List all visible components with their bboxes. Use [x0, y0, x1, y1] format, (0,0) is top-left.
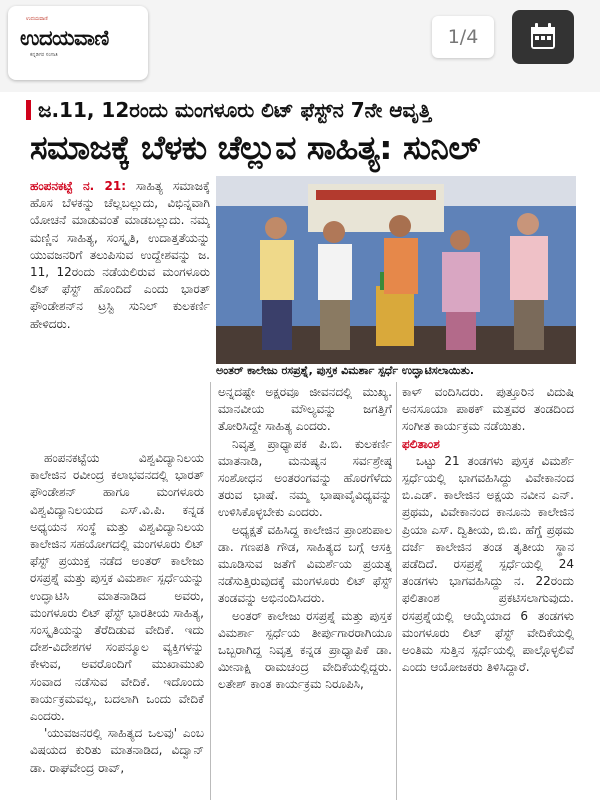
page-indicator: 1/4 — [432, 16, 494, 58]
article-paragraph: ಕಾಳ್‌ ವಂದಿಸಿದರು. ಪುತ್ತೂರಿನ ವಿದುಷಿ ಅನಸೂಯಾ ಪಾಠಕ್‌ ಮತ್ತವರ ತಂಡದಿಂದ ಸಂಗೀತ ಕಾರ್ಯಕ್ರಮ ನಡೆಯಿತು. — [402, 385, 574, 434]
article-paragraph: 'ಯುವಜನರಲ್ಲಿ ಸಾಹಿತ್ಯದ ಒಲವು' ಎಂಬ ವಿಷಯದ ಕುರಿತು ಮಾತನಾಡಿದ, ವಿದ್ವಾನ್‌ ಡಾ. ರಾಘವೇಂದ್ರ ರಾವ್‌, — [30, 726, 204, 775]
article-clipping[interactable] — [0, 92, 600, 800]
logo-wordmark: ಉದಯವಾಣಿ — [20, 26, 109, 50]
article-paragraph: ಅಧ್ಯಕ್ಷತೆ ವಹಿಸಿದ್ದ ಕಾಲೇಜಿನ ಪ್ರಾಂಶುಪಾಲ ಡಾ. ಗಣಪತಿ ಗೌಡ, ಸಾಹಿತ್ಯದ ಬಗ್ಗೆ ಆಸಕ್ತಿ ಮೂಡಿಸುವ ಜತೆಗೆ ವಿಮರ್ಶೆಯ ಪ್ರಯತ್ನ ನಡೆಸುತ್ತಿರುವುದಕ್ಕೆ ಮಂಗಳೂರು ಲಿಟ್‌ ಫೆಸ್ಟ್‌ ತಂಡವನ್ನು ಅಭಿನಂದಿಸಿದರು. — [218, 522, 392, 606]
calendar-icon — [528, 22, 558, 52]
result-subheading-wrap — [402, 436, 574, 453]
article-dateline: ಹಂಪನಕಟ್ಟೆ ನ. 21: — [30, 179, 127, 193]
column-rule — [210, 382, 211, 800]
article-paragraph: ಹಂಪನಕಟ್ಟೆಯ ವಿಶ್ವವಿದ್ಯಾನಿಲಯ ಕಾಲೇಜಿನ ರವೀಂದ್ರ ಕಲಾಭವನದಲ್ಲಿ ಭಾರತ್‌ ಫೌಂಡೇಶನ್‌ ಹಾಗೂ ಮಂಗಳೂರು ವಿಶ್ವವಿದ್ಯಾನಿಲಯದ ಎಸ್‌.ವಿ.ಪಿ. ಕನ್ನಡ ಅಧ್ಯಯನ ಸಂಸ್ಥೆ ಮತ್ತು ವಿಶ್ವವಿದ್ಯಾನಿಲಯ ಕಾಲೇಜಿನ ಸಹಯೋಗದಲ್ಲಿ ಮಂಗಳೂರು ಲಿಟ್‌ ಫೆಸ್ಟ್‌ ಪ್ರಯುಕ್ತ ನಡೆದ ಅಂತರ್‌ ಕಾಲೇಜು ರಸಪ್ರಶ್ನೆ ಮತ್ತು ಪುಸ್ತಕ ವಿಮರ್ಶಾ ಸ್ಪರ್ಧೆಯನ್ನು ಉದ್ಘಾಟಿಸಿ ಮಾತನಾಡಿದ ಅವರು, ಮಂಗಳೂರು ಲಿಟ್‌ ಫೆಸ್ಟ್‌ ಭಾರತೀಯ ಸಾಹಿತ್ಯ, ಸಂಸ್ಕೃತಿಯನ್ನು ತೆರೆದಿಡುವ ವೇದಿಕೆ. ಇದು ದೇಶ-ವಿದೇಶಗಳ ಸಂಪನ್ಮೂಲ ವ್ಯಕ್ತಿಗಳನ್ನು ಕೇಳುವ, ಅವರೊಂದಿಗೆ ಮುಖಾಮುಖಿ ಸಂವಾದ ನಡೆಸುವ ವೇದಿಕೆ. ಇದೊಂದು ಕಾರ್ಯಕ್ರಮವಲ್ಲ, ಬದಲಾಗಿ ಒಂದು ವೇದಿಕೆ ಎಂದರು. — [30, 451, 204, 724]
article-column-3 — [218, 384, 392, 800]
article-paragraph: ಅಂತರ್‌ ಕಾಲೇಜು ರಸಪ್ರಶ್ನೆ ಮತ್ತು ಪುಸ್ತಕ ವಿಮರ್ಶಾ ಸ್ಪರ್ಧೆಯ ತೀರ್ಪುಗಾರರಾಗಿಯೂ ಒಬ್ಬರಾಗಿದ್ದ ನಿವೃತ್ತ ಕನ್ನಡ ಪ್ರಾಧ್ಯಾಪಿಕೆ ಡಾ. ಮೀನಾಕ್ಷಿ ರಾಮಚಂದ್ರ ವೇದಿಕೆಯಲ್ಲಿದ್ದರು. ಲತೇಶ್‌ ಕಾಂತ ಕಾರ್ಯಕ್ರಮ ನಿರೂಪಿಸಿ, — [218, 608, 392, 692]
logo-badge: ಉದಯವಾಣಿ — [26, 16, 48, 22]
article-paragraph: ನಿವೃತ್ತ ಪ್ರಾಧ್ಯಾಪಕ ಪಿ.ಬಿ. ಕುಲಕರ್ಣಿ ಮಾತನಾಡಿ, ಮನುಷ್ಯನ ಸರ್ವಶ್ರೇಷ್ಠ ಸಂಶೋಧನ ಅಂತರಂಗವನ್ನು ಹೊರಗೆಳೆದು ತರುವ ಭಾಷೆ. ನಮ್ಮ ಭಾಷಾವೈವಿಧ್ಯವನ್ನು ಉಳಿಸಿಕೊಳ್ಳಬೇಕು ಎಂದರು. — [218, 436, 392, 520]
article-column-1 — [30, 178, 210, 450]
paragraph-text: ಸಾಹಿತ್ಯ ಸಮಾಜಕ್ಕೆ ಹೊಸ ಬೆಳಕನ್ನು ಚೆಲ್ಲಬಲ್ಲುದು, ವಿಭಿನ್ನವಾಗಿ ಯೋಚನೆ ಮಾಡುವಂತೆ ಮಾಡಬಲ್ಲುದು. ನಮ್ಮ ಮಣ್ಣಿನ ಸಾಹಿತ್ಯ, ಸಂಸ್ಕೃತಿ, ಉದಾತ್ತತೆಯನ್ನು ಯುವಜನರಿಗೆ ತಲುಪಿಸುವ ಉದ್ದೇಶವನ್ನು ಜ. 11, 12ರಂದು ನಡೆಯಲಿರುವ ಮಂಗಳೂರು ಲಿಟ್‌ ಫೆಸ್ಟ್‌ ಹೊಂದಿದೆ ಎಂದು ಭಾರತ್‌ ಫೌಂಡೇಶನ್‌ನ ಟ್ರಸ್ಟಿ ಸುನಿಲ್‌ ಕುಲಕರ್ಣಿ ಹೇಳಿದರು. — [30, 179, 210, 331]
kicker-bar — [26, 100, 31, 120]
publication-logo[interactable] — [8, 6, 148, 80]
article-column-4 — [402, 384, 574, 800]
calendar-button[interactable] — [512, 10, 574, 64]
article-paragraph: ಅನ್ನದಷ್ಟೇ ಅಕ್ಷರವೂ ಜೀವನದಲ್ಲಿ ಮುಖ್ಯ. ಮಾನವೀಯ ಮೌಲ್ಯವನ್ನು ಜಗತ್ತಿಗೆ ತೋರಿಸಿದ್ದೇ ಸಾಹಿತ್ಯ ಎಂದರು. — [218, 385, 392, 434]
photo-caption: ಅಂತರ್‌ ಕಾಲೇಜು ರಸಪ್ರಶ್ನೆ, ಪುಸ್ತಕ ವಿಮರ್ಶಾ ಸ್ಪರ್ಧೆ ಉದ್ಘಾಟಿಸಲಾಯಿತು. — [216, 364, 475, 377]
logo-tagline: ಕನ್ನಡಿಗರ ಸಂಗಾತಿ — [30, 52, 58, 58]
result-subheading: ಫಲಿತಾಂಶ — [402, 436, 440, 451]
app-top-bar — [0, 0, 600, 92]
article-paragraph — [30, 178, 210, 333]
article-kicker: ಜ.11, 12ರಂದು ಮಂಗಳೂರು ಲಿಟ್‌ ಫೆಸ್ಟ್‌ನ 7ನೇ ಆವೃತ್ತಿ — [38, 98, 432, 122]
article-photo[interactable] — [216, 176, 576, 364]
event-photo-illustration — [216, 176, 576, 364]
article-column-2 — [30, 450, 204, 800]
article-headline: ಸಮಾಜಕ್ಕೆ ಬೆಳಕು ಚೆಲ್ಲುವ ಸಾಹಿತ್ಯ: ಸುನಿಲ್‌ — [30, 128, 480, 167]
column-rule — [396, 382, 397, 800]
article-paragraph: ಒಟ್ಟು 21 ತಂಡಗಳು ಪುಸ್ತಕ ವಿಮರ್ಶೆ ಸ್ಪರ್ಧೆಯಲ್ಲಿ ಭಾಗವಹಿಸಿದ್ದು ವಿವೇಕಾನಂದ ಬಿ.ಎಡ್‌. ಕಾಲೇಜಿನ ಅಕ್ಷಯ ನವೀನ ಎನ್‌. ಪ್ರಥಮ, ವಿವೇಕಾನಂದ ಕಾನೂನು ಕಾಲೇಜಿನ ಪ್ರಿಯಾ ಎಸ್‌. ದ್ವಿತೀಯ, ಬಿ.ಬಿ. ಹೆಗ್ಡೆ ಪ್ರಥಮ ದರ್ಜೆ ಕಾಲೇಜಿನ ತಂಡ ತೃತೀಯ ಸ್ಥಾನ ಪಡೆದಿದೆ. ರಸಪ್ರಶ್ನೆ ಸ್ಪರ್ಧೆಯಲ್ಲಿ 24 ತಂಡಗಳು ಭಾಗವಹಿಸಿದ್ದು ನ. 22ರಂದು ಫಲಿತಾಂಶ ಪ್ರಕಟಿಸಲಾಗುವುದು. ರಸಪ್ರಶ್ನೆಯಲ್ಲಿ ಆಯ್ಕೆಯಾದ 6 ತಂಡಗಳು ಮಂಗಳೂರು ಲಿಟ್‌ ಫೆಸ್ಟ್‌ ವೇದಿಕೆಯಲ್ಲಿ ಅಂತಿಮ ಸುತ್ತಿನ ಸ್ಪರ್ಧೆಯಲ್ಲಿ ಪಾಲ್ಗೊಳ್ಳಲಿವೆ ಎಂದು ಆಯೋಜಕರು ತಿಳಿಸಿದ್ದಾರೆ. — [402, 453, 574, 675]
